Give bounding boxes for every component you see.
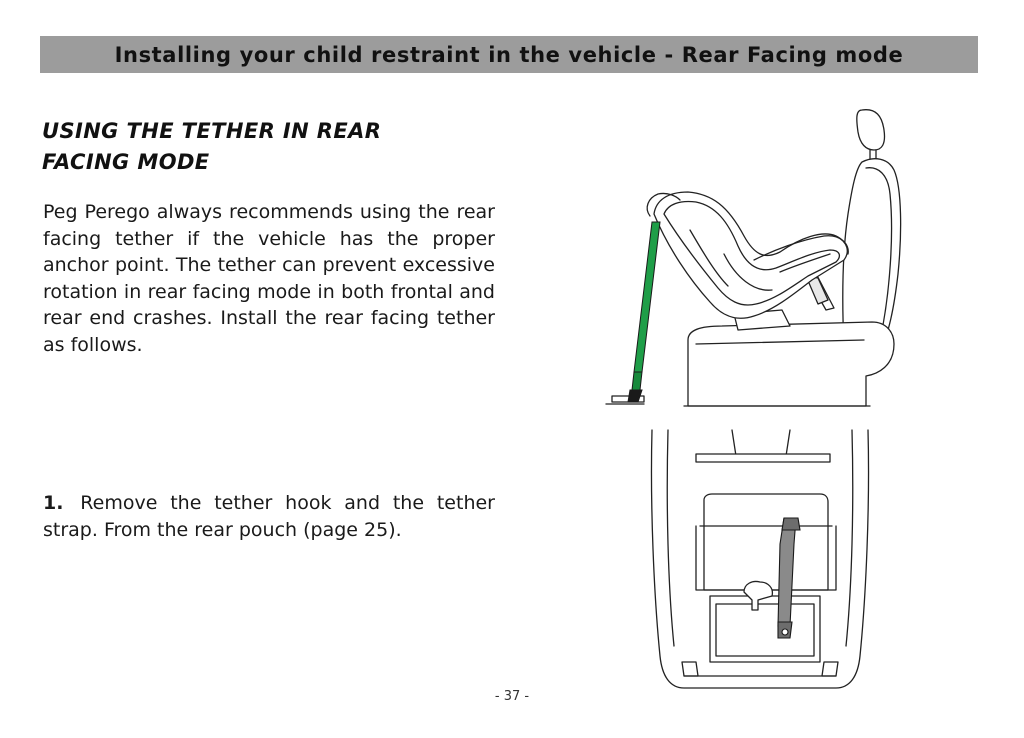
header-bar [40, 36, 978, 73]
section-heading [42, 116, 462, 178]
section-heading-line-2: FACING MODE [42, 150, 210, 174]
step-1 [43, 490, 495, 543]
intro-paragraph: Peg Perego always recommends using the rear facing tether if the vehicle has the proper anchor point. The tether can prevent excessive rotation in rear facing mode in both frontal and rear end crashes. Install the rear facing tether as follows. [43, 201, 495, 356]
header-title: Installing your child restraint in the vehicle - Rear Facing mode [114, 42, 904, 67]
rear-facing-seat-with-tether-side-view-icon [604, 104, 914, 410]
section-heading-line-1: USING THE TETHER IN REAR [42, 119, 382, 143]
page-number: - 37 - [494, 689, 530, 704]
tether-strap-rear-pouch-view-icon [640, 426, 880, 692]
step-1-text: Remove the tether hook and the tether strap. From the rear pouch (page 25). [43, 492, 495, 541]
step-1-number: 1. [43, 492, 64, 514]
